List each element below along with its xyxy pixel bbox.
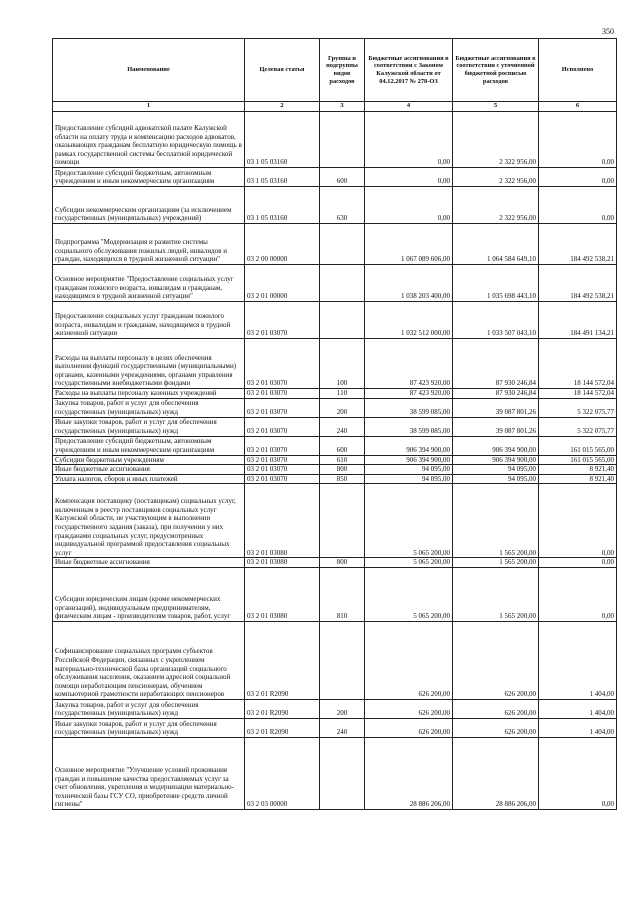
row-refined-allocation: 1 565 200,00 <box>453 484 539 558</box>
row-law-allocation: 0,00 <box>365 112 453 168</box>
row-target-article: 03 2 01 03070 <box>245 339 320 389</box>
row-expense-group: 600 <box>320 436 365 455</box>
row-name: Расходы на выплаты персоналу в целях обеспечения выполнения функций государственными (муниципальными) органами, казенными учреждениями, органами управления государственными внебюджетными фондами <box>53 339 245 389</box>
row-target-article: 03 2 01 00000 <box>245 265 320 302</box>
row-target-article: 03 2 01 03070 <box>245 474 320 484</box>
row-name: Предоставление субсидий бюджетным, автономным учреждениям и иным некоммерческим организациям <box>53 436 245 455</box>
row-name: Иные бюджетные ассигнования <box>53 558 245 568</box>
row-refined-allocation: 2 322 956,00 <box>453 112 539 168</box>
row-executed: 161 015 565,00 <box>539 455 617 465</box>
row-name: Уплата налогов, сборов и иных платежей <box>53 474 245 484</box>
row-law-allocation: 94 095,00 <box>365 465 453 475</box>
row-executed: 8 921,40 <box>539 474 617 484</box>
row-refined-allocation: 2 322 956,00 <box>453 168 539 187</box>
row-executed: 18 144 572,04 <box>539 339 617 389</box>
row-executed: 8 921,40 <box>539 465 617 475</box>
row-executed: 1 404,00 <box>539 621 617 699</box>
row-target-article: 03 2 01 03070 <box>245 389 320 399</box>
row-expense-group <box>320 737 365 809</box>
table-row <box>53 302 617 339</box>
row-expense-group: 240 <box>320 417 365 436</box>
row-refined-allocation: 626 200,00 <box>453 699 539 718</box>
row-target-article: 03 2 01 03080 <box>245 567 320 621</box>
table-row <box>53 265 617 302</box>
table-row <box>53 417 617 436</box>
row-executed: 184 491 134,21 <box>539 302 617 339</box>
row-expense-group: 200 <box>320 398 365 417</box>
row-law-allocation: 5 065 200,00 <box>365 567 453 621</box>
row-name: Субсидии юридическим лицам (кроме некоммерческих организаций), индивидуальным предпринимателям, физическим лицам - производителям товаров, работ, услуг <box>53 567 245 621</box>
row-expense-group <box>320 302 365 339</box>
table-row <box>53 339 617 389</box>
row-executed: 161 015 565,00 <box>539 436 617 455</box>
row-refined-allocation: 906 394 900,00 <box>453 436 539 455</box>
row-target-article: 03 2 01 03070 <box>245 465 320 475</box>
header-law-allocations: Бюджетные ассигнования в соответствии с Законом Калужской области от 04.12.2017 № 278-ОЗ <box>365 39 453 102</box>
table-row <box>53 567 617 621</box>
row-refined-allocation: 2 322 956,00 <box>453 187 539 224</box>
row-expense-group: 610 <box>320 455 365 465</box>
row-name: Иные закупки товаров, работ и услуг для обеспечения государственных (муниципальных) нужд <box>53 718 245 737</box>
row-target-article: 03 2 01 R2090 <box>245 621 320 699</box>
row-law-allocation: 28 886 206,00 <box>365 737 453 809</box>
row-law-allocation: 1 032 512 000,00 <box>365 302 453 339</box>
table-row <box>53 737 617 809</box>
row-refined-allocation: 1 035 698 443,10 <box>453 265 539 302</box>
row-law-allocation: 38 599 085,00 <box>365 417 453 436</box>
row-expense-group: 600 <box>320 168 365 187</box>
row-refined-allocation: 94 095,00 <box>453 474 539 484</box>
row-law-allocation: 5 065 200,00 <box>365 558 453 568</box>
header-executed: Исполнено <box>539 39 617 102</box>
row-name: Субсидии некоммерческим организациям (за исключением государственных (муниципальных) учреждений) <box>53 187 245 224</box>
row-law-allocation: 626 200,00 <box>365 718 453 737</box>
row-target-article: 03 1 05 03160 <box>245 168 320 187</box>
row-name: Предоставление субсидий бюджетным, автономным учреждениям и иным некоммерческим организациям <box>53 168 245 187</box>
row-target-article: 03 2 01 03070 <box>245 302 320 339</box>
page-number: 350 <box>602 27 614 36</box>
column-number: 1 <box>53 102 245 112</box>
row-target-article: 03 2 00 00000 <box>245 224 320 265</box>
row-law-allocation: 87 423 920,00 <box>365 339 453 389</box>
row-name: Предоставление субсидий адвокатской палате Калужской области на оплату труда и компенсацию расходов адвокатов, оказывающих гражданам бесплатную юридическую помощь в рамках государственной системы бесплатной юридической помощи <box>53 112 245 168</box>
row-name: Основное мероприятие "Предоставление социальных услуг гражданам пожилого возраста, инвалидам и гражданам, находящимся в трудной жизненной ситуации" <box>53 265 245 302</box>
table-row <box>53 168 617 187</box>
row-refined-allocation: 87 930 246,84 <box>453 339 539 389</box>
row-executed: 18 144 572,04 <box>539 389 617 399</box>
row-refined-allocation: 39 087 801,26 <box>453 417 539 436</box>
row-target-article: 03 1 05 03160 <box>245 112 320 168</box>
row-expense-group <box>320 224 365 265</box>
row-executed: 184 492 538,21 <box>539 224 617 265</box>
row-name: Расходы на выплаты персоналу казенных учреждений <box>53 389 245 399</box>
row-name: Основное мероприятие "Улучшение условий проживания граждан и повышение качества предоставляемых услуг за счет обновления, укрепления и модернизации материально-технической базы ГСУ СО, приобретение средств личной гигиены" <box>53 737 245 809</box>
row-target-article: 03 2 01 R2090 <box>245 718 320 737</box>
row-executed: 0,00 <box>539 484 617 558</box>
row-name: Софинансирование социальных программ субъектов Российской Федерации, связанных с укреплением материально-технической базы организаций социального обслуживания населения, оказанием адресной социальной помощи неработающим пенсионерам, обучением компьютерной грамотности неработающих пенсионеров <box>53 621 245 699</box>
row-expense-group: 850 <box>320 474 365 484</box>
row-law-allocation: 0,00 <box>365 187 453 224</box>
row-refined-allocation: 1 064 584 649,10 <box>453 224 539 265</box>
row-executed: 0,00 <box>539 168 617 187</box>
column-number: 6 <box>539 102 617 112</box>
row-target-article: 03 2 03 00000 <box>245 737 320 809</box>
row-executed: 1 404,00 <box>539 699 617 718</box>
row-executed: 184 492 538,21 <box>539 265 617 302</box>
row-refined-allocation: 39 087 801,26 <box>453 398 539 417</box>
column-number: 3 <box>320 102 365 112</box>
header-refined-allocations: Бюджетные ассигнования в соответствии с уточненной бюджетной росписью расходов <box>453 39 539 102</box>
table-row <box>53 436 617 455</box>
row-name: Компенсация поставщику (поставщикам) социальных услуг, включенным в реестр поставщиков социальных услуг Калужской области, не участвующим в выполнении государственного задания (заказа), при получении у них гражданами социальных услуг, предусмотренных индивидуальной программой предоставления социальных услуг <box>53 484 245 558</box>
table-row <box>53 558 617 568</box>
row-law-allocation: 5 065 200,00 <box>365 484 453 558</box>
row-target-article: 03 2 01 03070 <box>245 455 320 465</box>
row-law-allocation: 87 423 920,00 <box>365 389 453 399</box>
row-executed: 0,00 <box>539 558 617 568</box>
row-refined-allocation: 87 930 246,84 <box>453 389 539 399</box>
row-law-allocation: 94 095,00 <box>365 474 453 484</box>
row-expense-group: 240 <box>320 718 365 737</box>
row-name: Иные бюджетные ассигнования <box>53 465 245 475</box>
row-target-article: 03 2 01 03070 <box>245 398 320 417</box>
table-row <box>53 718 617 737</box>
row-name: Субсидии бюджетным учреждениям <box>53 455 245 465</box>
row-executed: 5 322 075,77 <box>539 398 617 417</box>
row-expense-group: 810 <box>320 567 365 621</box>
header-name: Наименование <box>53 39 245 102</box>
row-expense-group <box>320 265 365 302</box>
row-expense-group <box>320 621 365 699</box>
table-row <box>53 112 617 168</box>
row-target-article: 03 2 01 03080 <box>245 558 320 568</box>
row-refined-allocation: 1 565 200,00 <box>453 558 539 568</box>
row-name: Иные закупки товаров, работ и услуг для обеспечения государственных (муниципальных) нужд <box>53 417 245 436</box>
row-expense-group: 110 <box>320 389 365 399</box>
table-row <box>53 484 617 558</box>
table-row <box>53 474 617 484</box>
table-row <box>53 699 617 718</box>
table-body <box>53 112 617 810</box>
budget-execution-table <box>52 38 617 810</box>
row-expense-group: 800 <box>320 465 365 475</box>
table-row <box>53 224 617 265</box>
header-target-article: Целевая статья <box>245 39 320 102</box>
row-executed: 0,00 <box>539 737 617 809</box>
row-target-article: 03 2 01 03080 <box>245 484 320 558</box>
row-expense-group: 100 <box>320 339 365 389</box>
row-law-allocation: 1 067 089 606,00 <box>365 224 453 265</box>
row-name: Закупка товаров, работ и услуг для обеспечения государственных (муниципальных) нужд <box>53 699 245 718</box>
row-target-article: 03 2 01 R2090 <box>245 699 320 718</box>
row-refined-allocation: 28 886 206,00 <box>453 737 539 809</box>
row-executed: 0,00 <box>539 187 617 224</box>
row-refined-allocation: 906 394 900,00 <box>453 455 539 465</box>
row-target-article: 03 2 01 03070 <box>245 417 320 436</box>
table-row <box>53 465 617 475</box>
row-executed: 0,00 <box>539 567 617 621</box>
table-header-row <box>53 39 617 102</box>
row-refined-allocation: 94 095,00 <box>453 465 539 475</box>
column-number-row <box>53 102 617 112</box>
row-expense-group <box>320 484 365 558</box>
column-number: 4 <box>365 102 453 112</box>
row-name: Предоставление социальных услуг гражданам пожилого возраста, инвалидам и гражданам, находящимся в трудной жизненной ситуации <box>53 302 245 339</box>
row-refined-allocation: 626 200,00 <box>453 621 539 699</box>
row-refined-allocation: 626 200,00 <box>453 718 539 737</box>
table-row <box>53 187 617 224</box>
row-law-allocation: 626 200,00 <box>365 699 453 718</box>
row-law-allocation: 626 200,00 <box>365 621 453 699</box>
column-number: 2 <box>245 102 320 112</box>
row-executed: 5 322 075,77 <box>539 417 617 436</box>
table-row <box>53 398 617 417</box>
table-row <box>53 389 617 399</box>
table-row <box>53 621 617 699</box>
row-refined-allocation: 1 033 507 043,10 <box>453 302 539 339</box>
row-expense-group: 800 <box>320 558 365 568</box>
row-law-allocation: 906 394 900,00 <box>365 455 453 465</box>
column-number: 5 <box>453 102 539 112</box>
header-expense-group: Группы и подгруппы видов расходов <box>320 39 365 102</box>
table-row <box>53 455 617 465</box>
row-law-allocation: 1 038 203 400,00 <box>365 265 453 302</box>
row-executed: 1 404,00 <box>539 718 617 737</box>
row-executed: 0,00 <box>539 112 617 168</box>
row-law-allocation: 906 394 900,00 <box>365 436 453 455</box>
row-refined-allocation: 1 565 200,00 <box>453 567 539 621</box>
row-target-article: 03 2 01 03070 <box>245 436 320 455</box>
row-expense-group: 630 <box>320 187 365 224</box>
row-law-allocation: 0,00 <box>365 168 453 187</box>
row-expense-group: 200 <box>320 699 365 718</box>
row-law-allocation: 38 599 085,00 <box>365 398 453 417</box>
row-name: Подпрограмма "Модернизация и развитие системы социального обслуживания пожилых людей, инвалидов и граждан, находящихся в трудной жизненной ситуации" <box>53 224 245 265</box>
row-target-article: 03 1 05 03160 <box>245 187 320 224</box>
row-expense-group <box>320 112 365 168</box>
row-name: Закупка товаров, работ и услуг для обеспечения государственных (муниципальных) нужд <box>53 398 245 417</box>
